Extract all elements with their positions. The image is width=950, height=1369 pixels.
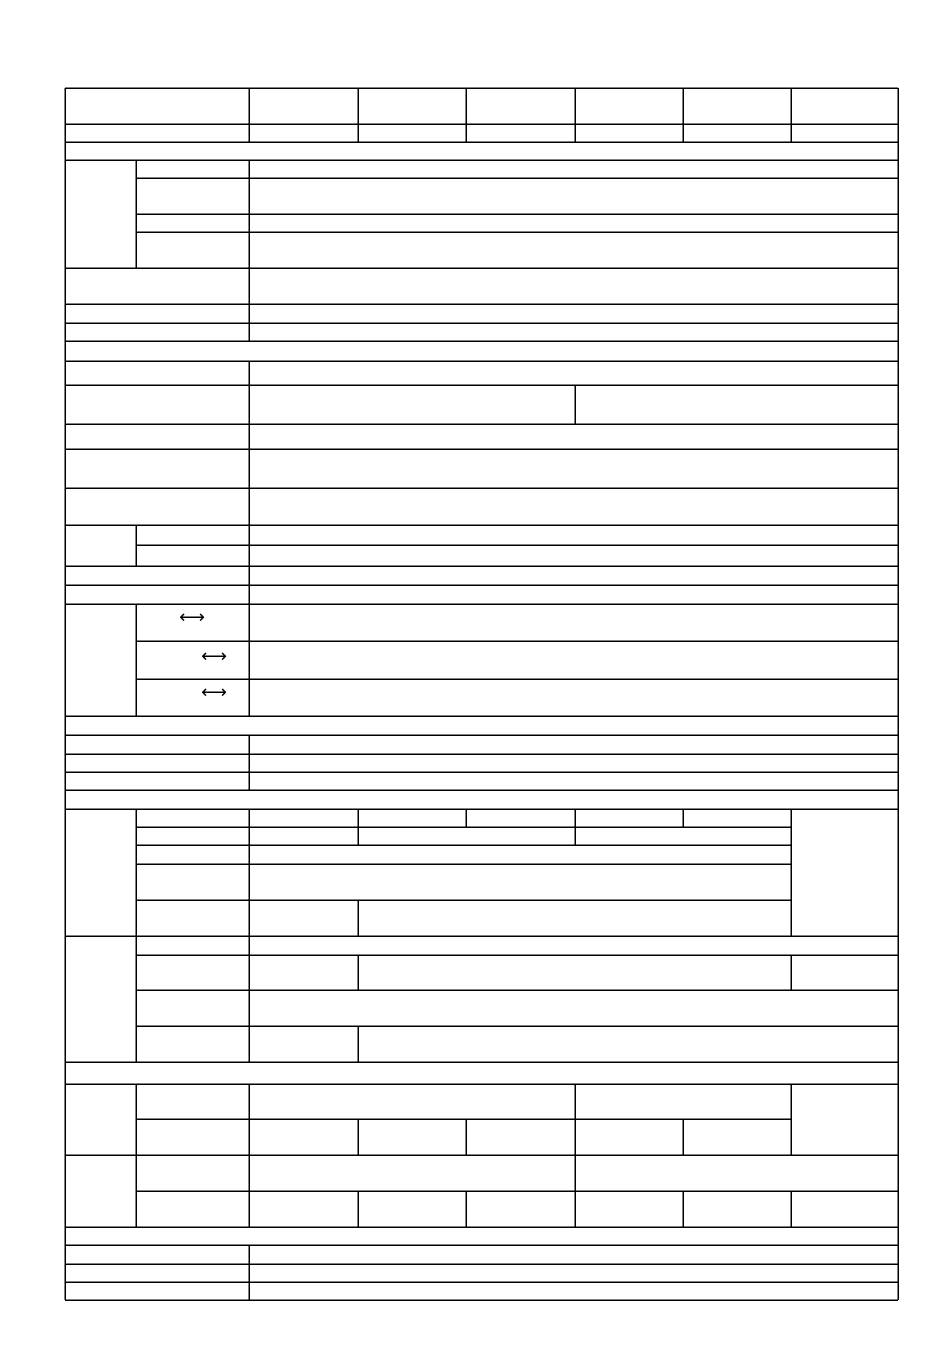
double-arrow-icon: ⟷ bbox=[179, 607, 205, 628]
double-arrow-icon: ⟷ bbox=[201, 646, 227, 667]
double-arrow-icon: ⟷ bbox=[201, 682, 227, 703]
